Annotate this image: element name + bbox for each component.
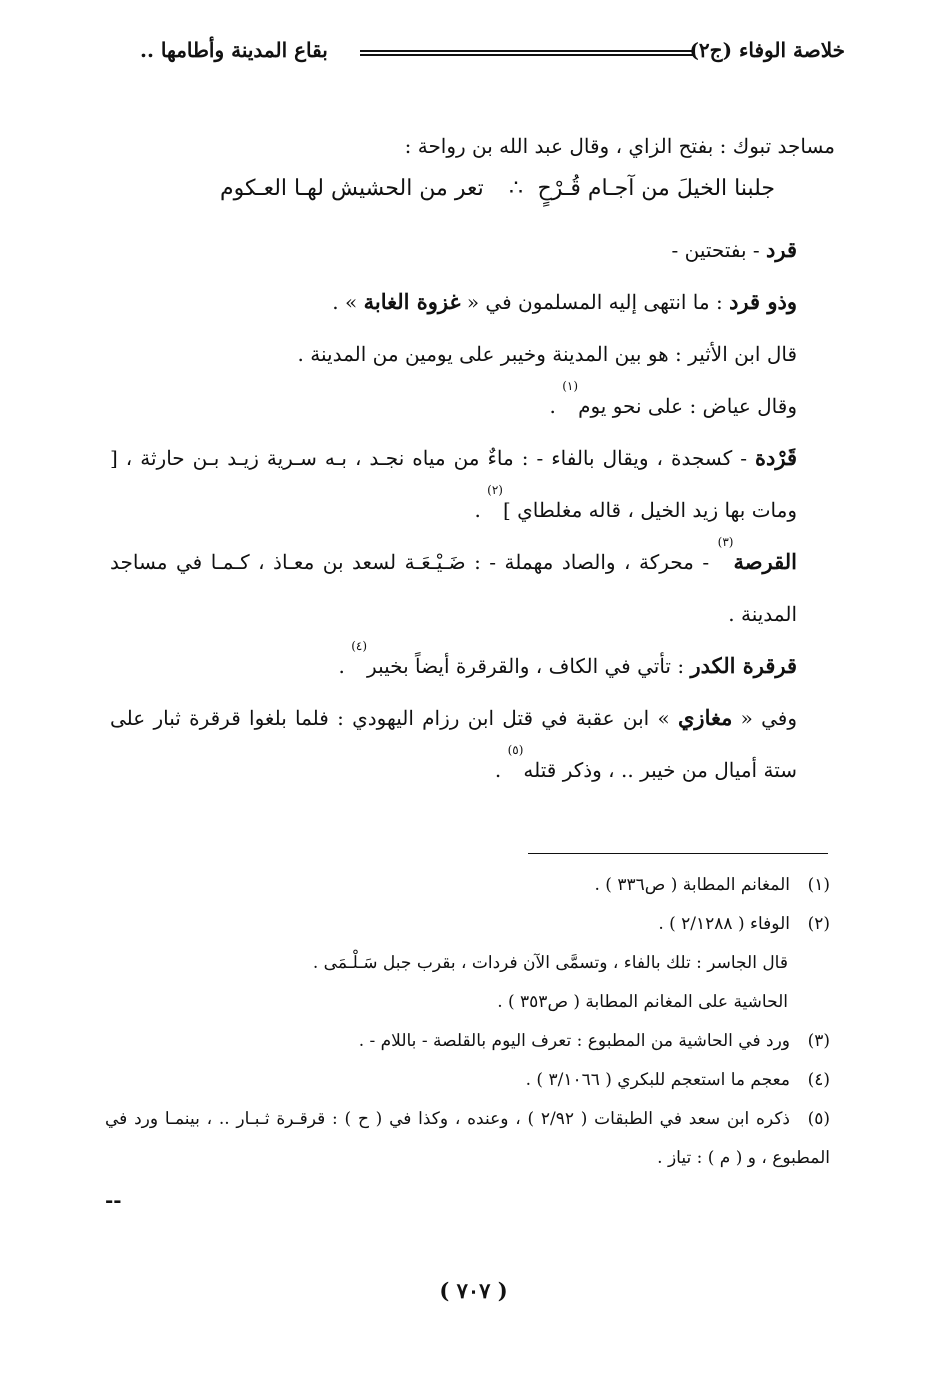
page-end-mark: --	[105, 1188, 122, 1212]
verse-second-hemistich: تعر من الحشيش لهـا العـكوم	[220, 176, 484, 201]
footnote-1: (١)المغانم المطابة ( ص٣٣٦ ) .	[594, 875, 830, 895]
footnote-ref: (١)	[562, 379, 579, 393]
book-title: خلاصة الوفاء (ج٢)	[689, 38, 845, 62]
footnote-2-continued: الحاشية على المغانم المطابة ( ص٣٥٣ ) .	[497, 992, 788, 1012]
poetry-verse	[220, 176, 775, 226]
intro-line: مساجد تبوك : بفتح الزاي ، وقال عبد الله بن رواحة :	[404, 134, 835, 158]
entry-maghazi: وفي « مغازي » ابن عقبة في قتل ابن رزام اليهودي : فلما بلغوا قرقرة ثبار على ستة أميال من خيبر .. ، وذكر قتله$^{(٥)}$ .	[110, 705, 797, 782]
footnote-rule	[528, 853, 828, 854]
footnote-ref: (٥)	[507, 743, 524, 757]
section-title: بقاع المدينة وأطامها ..	[140, 38, 328, 62]
footnote-ref: (٢)	[487, 483, 503, 497]
entry-dhu-qard: وذو قرد : ما انتهى إليه المسلمون في « غزوة الغابة » .	[332, 289, 797, 314]
verse-first-hemistich: جلبنا الخيلَ من آجـام قُـرْحٍ	[537, 176, 775, 201]
header-rule	[360, 50, 695, 56]
entry-ibn-athir: قال ابن الأثير : هو بين المدينة وخيبر على يومين من المدينة .	[297, 342, 797, 366]
entry-qarda: قَرْدة - كسجدة ، ويقال بالفاء - : ماءٌ من مياه نجـد ، بـه سـرية زيـد بـن حارثة ، [ ومات بها زيد الخيل ، قاله مغلطاي ]$^{(٢)}$ .	[110, 445, 797, 522]
footnote-2: (٢)الوفاء ( ٢/١٢٨٨ ) .	[658, 914, 830, 934]
footnote-2-continued: قال الجاسر : تلك بالفاء ، وتسمَّى الآن فردات ، بقرب جبل سَـلْـمَى .	[312, 953, 788, 973]
running-header	[140, 36, 845, 76]
footnote-ref: (٣)	[717, 535, 734, 549]
verse-separator: ∴	[509, 176, 523, 201]
footnote-4: (٤)معجم ما استعجم للبكري ( ٣/١٠٦٦ ) .	[525, 1070, 830, 1090]
footnote-5: (٥)ذكره ابن سعد في الطبقات ( ٢/٩٢ ) ، وعنده ، وكذا في ( ح ) : قرقـرة ثـبـار .. ، بينمـا ورد في المطبوع ، و ( م ) : تياز .	[105, 1109, 830, 1168]
entry-qard: قرد - بفتحتين -	[671, 237, 797, 262]
entry-qarsa: القرصة$^{(٣)}$ - محركة ، والصاد مهملة - : ضَـيْـعَـة لسعد بن معـاذ ، كـمـا في مساجد المدينة .	[110, 535, 797, 626]
page-number: ( ٧٠٧ )	[439, 1278, 508, 1303]
entry-iyad: وقال عياض : على نحو يوم$^{(١)}$ .	[549, 379, 797, 418]
footnote-3: (٣)ورد في الحاشية من المطبوع : تعرف اليوم بالقلصة - باللام - .	[358, 1031, 830, 1051]
footnotes	[105, 866, 830, 1178]
footnote-ref: (٤)	[351, 639, 368, 653]
entry-qarqarat-alkudr: قرقرة الكدر : تأتي في الكاف ، والقرقرة أيضاً بخيبر$^{(٤)}$ .	[338, 639, 797, 678]
